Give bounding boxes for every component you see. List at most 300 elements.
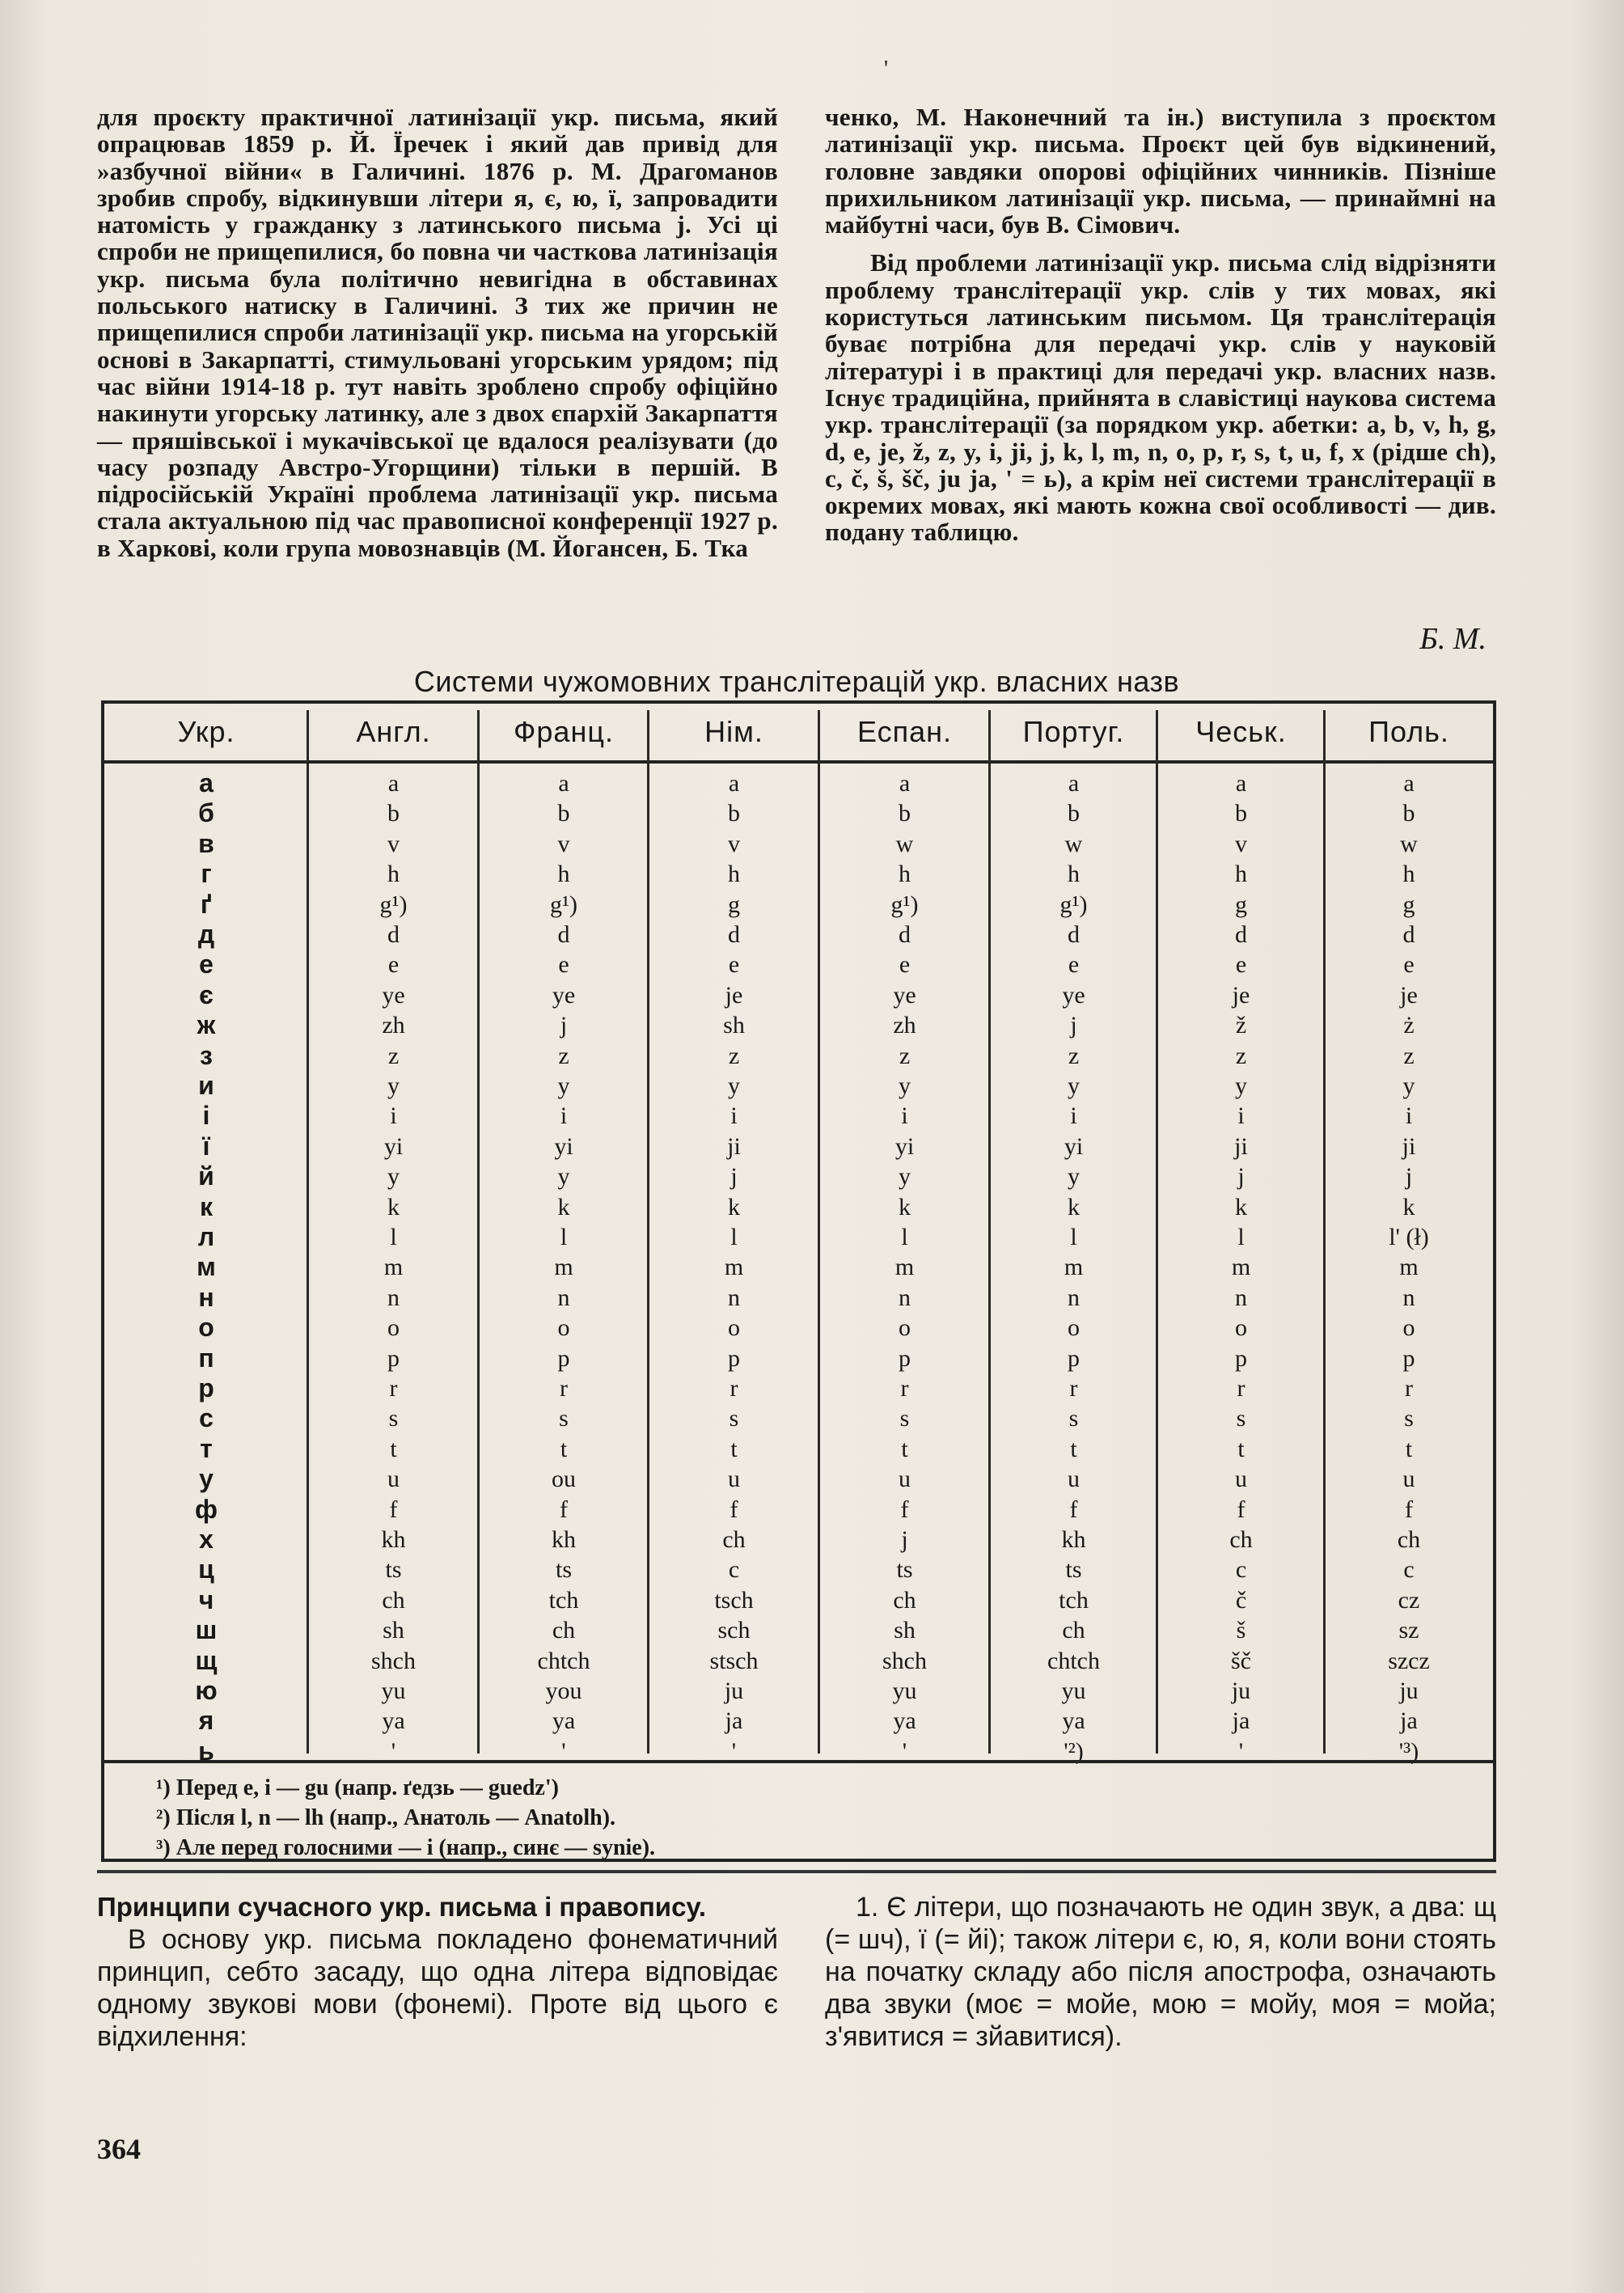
ukrainian-letter: д bbox=[197, 920, 215, 949]
transliteration-cell: ye bbox=[552, 981, 576, 1009]
ukrainian-letter: ш bbox=[195, 1615, 218, 1645]
table-row bbox=[104, 798, 1493, 828]
transliteration-cell: k bbox=[1402, 1193, 1415, 1221]
transliteration-cell: g bbox=[1235, 891, 1247, 918]
transliteration-cell: k bbox=[387, 1193, 400, 1221]
transliteration-cell: r bbox=[389, 1375, 398, 1402]
transliteration-cell: t bbox=[390, 1435, 397, 1462]
ukrainian-letter: й bbox=[198, 1161, 214, 1191]
ukrainian-letter: ж bbox=[197, 1010, 216, 1040]
table-header-6: Чеськ. bbox=[1195, 715, 1287, 748]
table-row bbox=[104, 950, 1493, 979]
transliteration-cell: ju bbox=[724, 1677, 744, 1704]
ukrainian-letter: ь bbox=[198, 1736, 214, 1766]
transliteration-cell: d bbox=[1402, 921, 1415, 948]
transliteration-cell: z bbox=[728, 1042, 740, 1069]
transliteration-cell: zh bbox=[382, 1012, 405, 1039]
transliteration-cell: v bbox=[728, 830, 740, 857]
table-row bbox=[104, 829, 1493, 859]
ukrainian-letter: е bbox=[199, 950, 214, 979]
table-row bbox=[104, 1495, 1493, 1525]
top-right-paragraph-2: Від проблеми латинізації укр. письма слід відрізняти проблему транслітерації укр. слів у тих мовах, які користуться латинським письмом. Ця транслітерація буває потрібна для передачі укр. слів у науковій літературі і в практиці для передачі укр. власних назв. Існує традиційна, прийнята в славістиці наукова система укр. транслітерації (за порядком укр. абетки: a, b, v, h, g, d, e, je, ž, z, y, i, ji, j, k, l, m, n, o, p, r, s, t, u, f, x (рідше ch), c, č, š, šč, ju ja, ' = ь), а крім неї системи транслітерації в окремих мовах, які мають кожна свої особливості — див. подану таблицю. bbox=[825, 248, 1496, 547]
transliteration-cell: yi bbox=[894, 1132, 915, 1160]
transliteration-cell: m bbox=[1231, 1254, 1251, 1281]
table-row bbox=[104, 768, 1493, 798]
transliteration-cell: m bbox=[1399, 1254, 1419, 1281]
transliteration-cell: l bbox=[1237, 1224, 1245, 1250]
transliteration-cell: ż bbox=[1403, 1012, 1415, 1039]
transliteration-cell: g¹) bbox=[550, 891, 577, 918]
table-header-row bbox=[104, 704, 1493, 764]
transliteration-cell: ju bbox=[1231, 1677, 1251, 1704]
ukrainian-letter: щ bbox=[195, 1645, 218, 1675]
stray-mark: ' bbox=[884, 57, 889, 82]
table-row bbox=[104, 1373, 1493, 1403]
table-header-2: Франц. bbox=[514, 715, 614, 748]
transliteration-cell: p bbox=[557, 1344, 570, 1372]
transliteration-cell: m bbox=[383, 1254, 404, 1281]
transliteration-cell: y bbox=[387, 1163, 400, 1191]
transliteration-cell: t bbox=[901, 1435, 908, 1462]
transliteration-cell: u bbox=[387, 1466, 400, 1493]
table-header-5: Португ. bbox=[1022, 715, 1125, 748]
transliteration-cell: g¹) bbox=[890, 891, 919, 918]
transliteration-cell: y bbox=[899, 1072, 911, 1099]
transliteration-cell: ch bbox=[1229, 1526, 1253, 1553]
transliteration-cell: ya bbox=[1062, 1707, 1085, 1735]
transliteration-cell: w bbox=[1400, 830, 1418, 857]
transliteration-cell: a bbox=[558, 770, 569, 797]
table-row bbox=[104, 1615, 1493, 1645]
table-row bbox=[104, 1434, 1493, 1464]
transliteration-cell: g¹) bbox=[1059, 891, 1088, 918]
transliteration-cell: d bbox=[387, 921, 400, 948]
transliteration-cell: z bbox=[1068, 1042, 1080, 1069]
transliteration-cell: o bbox=[1235, 1314, 1247, 1342]
transliteration-cell: shch bbox=[882, 1647, 927, 1674]
transliteration-cell: ch bbox=[1062, 1617, 1085, 1644]
transliteration-cell: n bbox=[728, 1284, 740, 1311]
transliteration-cell: o bbox=[387, 1314, 400, 1342]
transliteration-cell: f bbox=[1237, 1496, 1245, 1523]
transliteration-cell: g¹) bbox=[379, 891, 408, 918]
bottom-left-column bbox=[97, 1891, 778, 2053]
footnote: ²) Після l, n — lh (напр., Анатоль — Anatolh). bbox=[156, 1805, 616, 1830]
table-header-3: Нім. bbox=[704, 715, 763, 748]
transliteration-cell: ž bbox=[1235, 1012, 1247, 1039]
transliteration-cell: p bbox=[1068, 1344, 1080, 1372]
top-right-paragraph-1: ченко, М. Наконечний та ін.) виступила з проєктом латинізації укр. письма. Проєкт цей був відкинений, головне завдяки опорові офіційних чинників. Пізніше прихильником латинізації укр. письма, — принаймні на майбутні часи, був В. Сімович. bbox=[825, 103, 1496, 239]
transliteration-cell: yi bbox=[383, 1132, 404, 1160]
transliteration-cell: u bbox=[728, 1466, 740, 1493]
transliteration-cell: f bbox=[1069, 1496, 1078, 1523]
transliteration-cell: ch bbox=[722, 1526, 746, 1553]
table-column-divider bbox=[818, 710, 820, 1754]
transliteration-cell: z bbox=[1235, 1042, 1247, 1069]
table-row bbox=[104, 1041, 1493, 1071]
transliteration-cell: ja bbox=[1232, 1707, 1250, 1735]
transliteration-cell: ji bbox=[727, 1132, 741, 1160]
transliteration-cell: e bbox=[1403, 951, 1415, 979]
transliteration-cell: l bbox=[901, 1224, 908, 1250]
transliteration-cell: ch bbox=[552, 1617, 576, 1644]
transliteration-cell: b bbox=[728, 800, 740, 827]
table-row bbox=[104, 1222, 1493, 1252]
transliteration-cell: z bbox=[387, 1042, 400, 1069]
transliteration-cell: sh bbox=[894, 1617, 916, 1644]
transliteration-cell: s bbox=[388, 1405, 399, 1432]
transliteration-cell: t bbox=[1070, 1435, 1077, 1462]
transliteration-cell: b bbox=[557, 800, 570, 827]
transliteration-cell: c bbox=[728, 1556, 740, 1584]
table-row bbox=[104, 1585, 1493, 1615]
transliteration-cell: f bbox=[389, 1496, 398, 1523]
ukrainian-letter: з bbox=[200, 1040, 213, 1070]
transliteration-cell: c bbox=[1235, 1556, 1247, 1584]
transliteration-cell: j bbox=[901, 1526, 908, 1553]
transliteration-cell: n bbox=[387, 1284, 400, 1311]
transliteration-cell: h bbox=[557, 861, 570, 888]
transliteration-cell: h bbox=[1235, 861, 1247, 888]
transliteration-cell: y bbox=[557, 1072, 570, 1099]
transliteration-cell: k bbox=[557, 1193, 570, 1221]
transliteration-cell: ' bbox=[391, 1737, 396, 1765]
table-bottom-rule bbox=[97, 1870, 1496, 1873]
transliteration-cell: z bbox=[1403, 1042, 1415, 1069]
transliteration-cell: h bbox=[1068, 861, 1080, 888]
transliteration-cell: b bbox=[1402, 800, 1415, 827]
table-body bbox=[104, 764, 1493, 1766]
ukrainian-letter: г bbox=[201, 859, 212, 889]
transliteration-cell: a bbox=[899, 770, 911, 797]
table-row bbox=[104, 1464, 1493, 1494]
table-row bbox=[104, 1555, 1493, 1584]
ukrainian-letter: т bbox=[200, 1433, 213, 1463]
ukrainian-letter: х bbox=[199, 1525, 214, 1554]
table-row bbox=[104, 1161, 1493, 1191]
table-column-divider bbox=[1156, 710, 1158, 1754]
transliteration-cell: l bbox=[730, 1224, 738, 1250]
transliteration-cell: o bbox=[728, 1314, 740, 1342]
transliteration-cell: yi bbox=[1064, 1132, 1084, 1160]
transliteration-cell: s bbox=[1236, 1405, 1246, 1432]
transliteration-cell: r bbox=[560, 1375, 568, 1402]
transliteration-cell: yi bbox=[554, 1132, 573, 1160]
transliteration-cell: n bbox=[1068, 1284, 1080, 1311]
transliteration-cell: d bbox=[557, 921, 570, 948]
transliteration-cell: r bbox=[730, 1375, 738, 1402]
transliteration-cell: e bbox=[558, 951, 569, 979]
transliteration-cell: ch bbox=[382, 1586, 405, 1614]
transliteration-cell: f bbox=[560, 1496, 568, 1523]
transliteration-cell: o bbox=[1068, 1314, 1080, 1342]
table-row bbox=[104, 1706, 1493, 1736]
transliteration-cell: g bbox=[728, 891, 740, 918]
transliteration-cell: je bbox=[725, 981, 743, 1009]
table-row bbox=[104, 1010, 1493, 1040]
transliteration-cell: u bbox=[1402, 1466, 1415, 1493]
transliteration-cell: č bbox=[1235, 1586, 1247, 1614]
transliteration-cell: k bbox=[899, 1193, 911, 1221]
transliteration-cell: ts bbox=[385, 1556, 402, 1584]
transliteration-cell: ou bbox=[552, 1466, 576, 1493]
transliteration-cell: n bbox=[1402, 1284, 1415, 1311]
transliteration-cell: g bbox=[1402, 891, 1415, 918]
transliteration-cell: ts bbox=[555, 1556, 572, 1584]
transliteration-cell: w bbox=[1064, 830, 1083, 857]
footnote: ³) Але перед голосними — i (напр., синє — synie). bbox=[156, 1835, 656, 1860]
transliteration-cell: e bbox=[899, 951, 911, 979]
ukrainian-letter: с bbox=[199, 1403, 214, 1433]
transliteration-cell: m bbox=[554, 1254, 573, 1281]
transliteration-cell: h bbox=[1402, 861, 1415, 888]
table-row bbox=[104, 1101, 1493, 1131]
bottom-right-column: 1. Є літери, що позначають не один звук, а два: щ (= шч), ї (= йі); також літери є, ю, я, коли вони стоять на початку складу або після апострофа, означають два звуки (моє = мойе, мою = мойу, моя = мойа; з'явитися = зйавитися). bbox=[825, 1892, 1496, 2052]
ukrainian-letter: у bbox=[199, 1464, 214, 1494]
transliteration-cell: yu bbox=[1061, 1677, 1086, 1704]
ukrainian-letter: ч bbox=[198, 1584, 214, 1614]
transliteration-cell: k bbox=[1235, 1193, 1247, 1221]
transliteration-cell: sh bbox=[723, 1012, 745, 1039]
transliteration-cell: v bbox=[387, 830, 400, 857]
table-header-0: Укр. bbox=[177, 715, 235, 748]
transliteration-cell: p bbox=[728, 1344, 740, 1372]
top-right-column bbox=[825, 104, 1496, 546]
section-paragraph: В основу укр. письма покладено фонематичний принцип, себто засаду, що одна літера відповідає одному звукові мови (фонемі). Проте від цього є відхилення: bbox=[97, 1924, 778, 2052]
transliteration-cell: stsch bbox=[709, 1647, 759, 1674]
transliteration-cell: s bbox=[1404, 1405, 1414, 1432]
ukrainian-letter: і bbox=[202, 1101, 210, 1131]
transliteration-cell: ' bbox=[1238, 1737, 1244, 1765]
transliteration-cell: h bbox=[899, 861, 911, 888]
transliteration-cell: j bbox=[1405, 1163, 1413, 1191]
transliteration-cell: t bbox=[560, 1435, 568, 1462]
table-header-7: Поль. bbox=[1368, 715, 1449, 748]
transliteration-cell: ya bbox=[552, 1707, 576, 1735]
transliteration-cell: j bbox=[730, 1163, 738, 1191]
transliteration-cell: l bbox=[1070, 1224, 1077, 1250]
transliteration-cell: ts bbox=[1065, 1556, 1082, 1584]
transliteration-cell: y bbox=[1235, 1072, 1247, 1099]
transliteration-cell: b bbox=[387, 800, 400, 827]
table-row bbox=[104, 859, 1493, 889]
ukrainian-letter: о bbox=[198, 1313, 214, 1343]
transliteration-cell: y bbox=[1068, 1072, 1080, 1099]
transliteration-cell: e bbox=[1068, 951, 1080, 979]
transliteration-cell: ju bbox=[1399, 1677, 1419, 1704]
transliteration-cell: yu bbox=[381, 1677, 406, 1704]
transliteration-cell: b bbox=[899, 800, 911, 827]
transliteration-cell: ja bbox=[1400, 1707, 1418, 1735]
transliteration-cell: you bbox=[545, 1677, 582, 1704]
transliteration-cell: e bbox=[728, 951, 740, 979]
transliteration-cell: i bbox=[1237, 1102, 1245, 1130]
transliteration-cell: ja bbox=[725, 1707, 743, 1735]
transliteration-cell: je bbox=[1400, 981, 1418, 1009]
transliteration-cell: j bbox=[560, 1012, 568, 1039]
transliteration-cell: u bbox=[1235, 1466, 1247, 1493]
table-row bbox=[104, 1403, 1493, 1433]
transliteration-cell: y bbox=[728, 1072, 740, 1099]
ukrainian-letter: я bbox=[198, 1706, 214, 1736]
table-column-divider bbox=[647, 710, 649, 1754]
transliteration-cell: l' (ł) bbox=[1389, 1224, 1429, 1250]
transliteration-cell: h bbox=[728, 861, 740, 888]
transliteration-cell: j bbox=[1237, 1163, 1245, 1191]
table-row bbox=[104, 1252, 1493, 1282]
transliteration-cell: d bbox=[1235, 921, 1247, 948]
page-number: 364 bbox=[97, 2133, 141, 2165]
transliteration-cell: t bbox=[1237, 1435, 1245, 1462]
transliteration-cell: sh bbox=[383, 1617, 404, 1644]
transliteration-cell: u bbox=[1068, 1466, 1080, 1493]
table-row bbox=[104, 1283, 1493, 1313]
transliteration-cell: o bbox=[899, 1314, 911, 1342]
table-row bbox=[104, 890, 1493, 920]
transliteration-cell: s bbox=[899, 1405, 910, 1432]
ukrainian-letter: ґ bbox=[200, 889, 213, 919]
transliteration-cell: n bbox=[557, 1284, 570, 1311]
transliteration-cell: ' bbox=[561, 1737, 566, 1765]
ukrainian-letter: п bbox=[198, 1343, 214, 1373]
transliteration-cell: m bbox=[724, 1254, 744, 1281]
transliteration-cell: d bbox=[1068, 921, 1080, 948]
transliteration-cell: p bbox=[387, 1344, 400, 1372]
transliteration-cell: j bbox=[1070, 1012, 1077, 1039]
ukrainian-letter: н bbox=[198, 1282, 214, 1312]
ukrainian-letter: в bbox=[198, 828, 214, 858]
top-left-column: для проєкту практичної латинізації укр. письма, який опрацював 1859 р. Й. Їречек і який дав привід для »азбучної війни« в Галичині. 1876 р. М. Драгоманов зробив спробу, відкинувши літери я, є, ю, ї, запровадити натомість у гражданку з латинського письма j. Усі ці спроби не прищепилися, бо повна чи часткова латинізація укр. письма була політично невигідна в обставинах польського натиску в Галичині. З тих же причин не прищепилися спроби латинізації укр. письма на угорській основі в Закарпатті, стимульовані угорським урядом; під час війни 1914-18 р. тут навіть зроблено спробу офіційно накинути угорську латинку, але з двох єпархій Закарпаття — пряшівської і мукачівської це вдалося реалізувати (до часу розпаду Австро-Угорщини) тільки в першій. В підросійській Україні проблема латинізації укр. письма стала актуальною під час правописної конференції 1927 р. в Харкові, коли група мовознавців (М. Йогансен, Б. Тка bbox=[97, 103, 778, 562]
transliteration-cell: n bbox=[899, 1284, 911, 1311]
transliteration-cell: yu bbox=[892, 1677, 917, 1704]
ukrainian-letter: а bbox=[199, 768, 214, 797]
transliteration-cell: f bbox=[900, 1496, 909, 1523]
transliteration-cell: zh bbox=[893, 1012, 916, 1039]
transliteration-cell: ya bbox=[382, 1707, 405, 1735]
transliteration-cell: szcz bbox=[1388, 1647, 1430, 1674]
transliteration-cell: ' bbox=[902, 1737, 907, 1765]
table-column-divider bbox=[477, 710, 480, 1754]
transliteration-cell: ye bbox=[893, 981, 916, 1009]
transliteration-cell: m bbox=[1064, 1254, 1084, 1281]
ukrainian-letter: ю bbox=[195, 1676, 218, 1705]
transliteration-cell: f bbox=[1405, 1496, 1413, 1523]
transliteration-cell: ch bbox=[893, 1586, 916, 1614]
transliteration-cell: t bbox=[1405, 1435, 1413, 1462]
transliteration-cell: ji bbox=[1402, 1132, 1416, 1160]
transliteration-cell: '³) bbox=[1398, 1737, 1419, 1765]
transliteration-cell: sch bbox=[717, 1617, 751, 1644]
transliteration-cell: '²) bbox=[1064, 1737, 1084, 1765]
transliteration-cell: y bbox=[557, 1163, 570, 1191]
transliteration-cell: a bbox=[1403, 770, 1415, 797]
transliteration-cell: y bbox=[1402, 1072, 1415, 1099]
transliteration-cell: e bbox=[387, 951, 400, 979]
transliteration-cell: i bbox=[390, 1102, 397, 1130]
transliteration-cell: ' bbox=[731, 1737, 737, 1765]
table-row bbox=[104, 1313, 1493, 1343]
table-caption: Системи чужомовних транслітерацій укр. власних назв bbox=[413, 665, 1180, 698]
transliteration-cell: je bbox=[1232, 981, 1250, 1009]
transliteration-cell: v bbox=[1235, 830, 1247, 857]
ukrainian-letter: ф bbox=[195, 1494, 218, 1524]
transliteration-cell: d bbox=[899, 921, 911, 948]
transliteration-cell: ji bbox=[1234, 1132, 1248, 1160]
table-header-4: Еспан. bbox=[856, 715, 952, 748]
transliteration-cell: k bbox=[1068, 1193, 1080, 1221]
ukrainian-letter: м bbox=[197, 1252, 216, 1282]
transliteration-cell: b bbox=[1068, 800, 1080, 827]
transliteration-cell: k bbox=[728, 1193, 740, 1221]
transliteration-cell: chtch bbox=[537, 1647, 590, 1674]
ukrainian-letter: л bbox=[197, 1222, 215, 1251]
transliteration-cell: e bbox=[1235, 951, 1247, 979]
table-row bbox=[104, 1525, 1493, 1555]
transliteration-cell: t bbox=[730, 1435, 738, 1462]
transliteration-cell: i bbox=[1405, 1102, 1413, 1130]
transliteration-cell: chtch bbox=[1047, 1647, 1100, 1674]
ukrainian-letter: ї bbox=[202, 1131, 210, 1161]
transliteration-cell: f bbox=[730, 1496, 738, 1523]
transliteration-cell: b bbox=[1235, 800, 1247, 827]
transliteration-cell: cz bbox=[1398, 1586, 1420, 1614]
transliteration-cell: i bbox=[901, 1102, 908, 1130]
transliteration-cell: n bbox=[1235, 1284, 1247, 1311]
table-row bbox=[104, 1071, 1493, 1101]
transliteration-cell: l bbox=[560, 1224, 568, 1250]
table-column-divider bbox=[1323, 710, 1326, 1754]
transliteration-cell: kh bbox=[1061, 1526, 1086, 1553]
transliteration-cell: ye bbox=[382, 981, 405, 1009]
transliteration-cell: v bbox=[557, 830, 570, 857]
transliteration-cell: a bbox=[1068, 770, 1080, 797]
transliteration-cell: shch bbox=[371, 1647, 416, 1674]
table-column-divider bbox=[988, 710, 991, 1754]
transliteration-cell: z bbox=[558, 1042, 569, 1069]
ukrainian-letter: ц bbox=[198, 1555, 214, 1584]
transliteration-cell: r bbox=[900, 1375, 909, 1402]
transliteration-cell: s bbox=[1068, 1405, 1079, 1432]
transliteration-cell: u bbox=[899, 1466, 911, 1493]
ukrainian-letter: к bbox=[199, 1191, 213, 1221]
ukrainian-letter: и bbox=[198, 1071, 214, 1100]
transliteration-cell: s bbox=[729, 1405, 739, 1432]
table-row bbox=[104, 1132, 1493, 1161]
transliteration-cell: r bbox=[1237, 1375, 1245, 1402]
transliteration-cell: a bbox=[387, 770, 400, 797]
section-heading: Принципи сучасного укр. письма і правопису. bbox=[97, 1892, 707, 1922]
transliteration-cell: c bbox=[1403, 1556, 1415, 1584]
transliteration-cell: kh bbox=[552, 1526, 576, 1553]
author-signature: Б. М. bbox=[1419, 622, 1487, 656]
transliteration-cell: l bbox=[390, 1224, 397, 1250]
transliteration-cell: ts bbox=[896, 1556, 913, 1584]
transliteration-cell: p bbox=[899, 1344, 911, 1372]
transliteration-cell: tch bbox=[1059, 1586, 1089, 1614]
transliteration-cell: tch bbox=[548, 1586, 579, 1614]
transliteration-cell: ya bbox=[893, 1707, 916, 1735]
transliteration-cell: p bbox=[1402, 1344, 1415, 1372]
transliteration-cell: i bbox=[730, 1102, 738, 1130]
transliteration-cell: h bbox=[387, 861, 400, 888]
table-header-1: Англ. bbox=[356, 715, 431, 748]
transliteration-cell: r bbox=[1069, 1375, 1078, 1402]
transliteration-cell: kh bbox=[381, 1526, 406, 1553]
transliteration-cell: z bbox=[899, 1042, 911, 1069]
transliteration-cell: y bbox=[1068, 1163, 1080, 1191]
table-row bbox=[104, 1192, 1493, 1222]
transliteration-cell: y bbox=[899, 1163, 911, 1191]
